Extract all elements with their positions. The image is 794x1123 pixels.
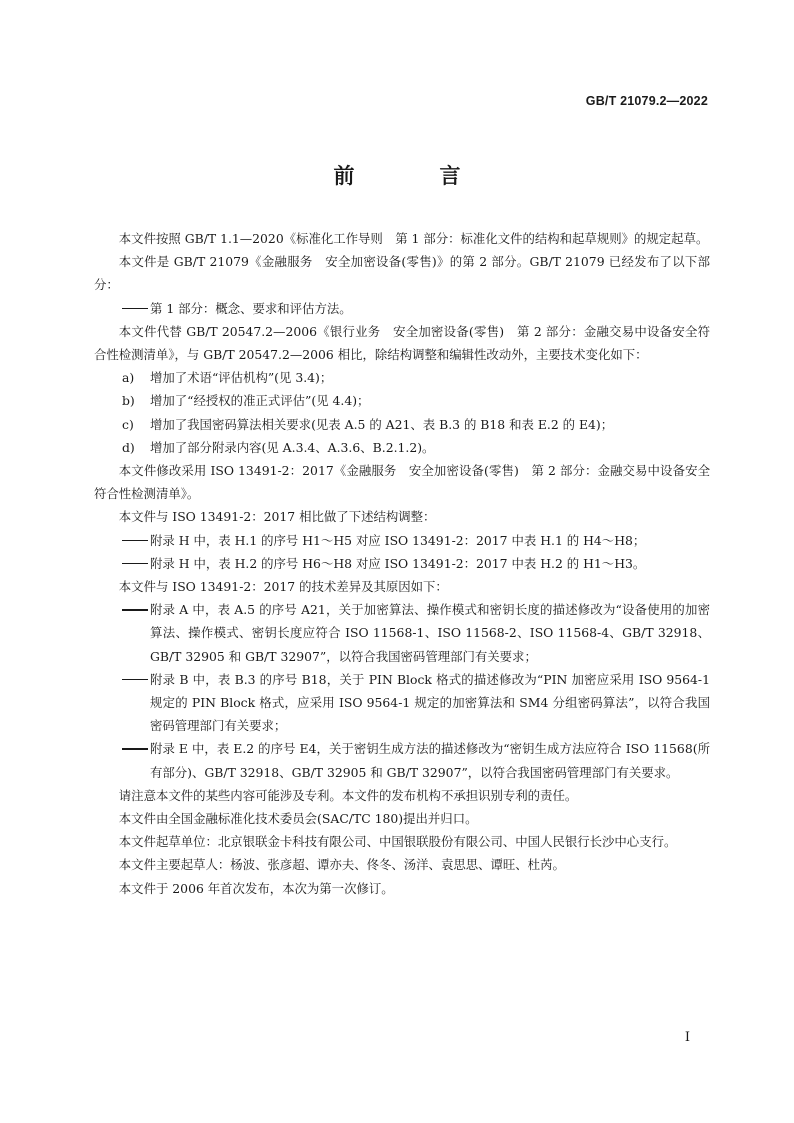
- paragraph: 本文件起草单位：北京银联金卡科技有限公司、中国银联股份有限公司、中国人民银行长沙中心支行。: [118, 834, 677, 850]
- dash-list-item: [94, 737, 710, 783]
- document-body: [94, 227, 710, 900]
- paragraph: 本文件按照 GB/T 1.1—2020《标准化工作导则 第 1 部分：标准化文件的结构和起草规则》的规定起草。: [118, 231, 709, 246]
- dash-list-item: [94, 297, 710, 320]
- dash-list-item: [94, 529, 710, 552]
- paragraph: 请注意本文件的某些内容可能涉及专利。本文件的发布机构不承担识别专利的责任。: [118, 787, 578, 803]
- list-item-text: 增加了“经授权的准正式评估”(见 4.4)；: [150, 393, 370, 409]
- paragraph: 本文件是 GB/T 21079《金融服务 安全加密设备(零售)》的第 2 部分。GB/T 21079 已经发布了以下部分：: [94, 254, 710, 293]
- page-title: 前 言: [333, 164, 493, 188]
- em-dash-mark: [122, 563, 148, 565]
- dash-list-item-text: 附录 A 中，表 A.5 的序号 A21，关于加密算法、操作模式和密钥长度的描述修改为“设备使用的加密算法、操作模式、密钥长度应符合 ISO 11568-1、ISO 11568-2、ISO 11568-4、GB/T 32918、GB/T 32905 和 GB/T 32907”，以符合我国密码管理部门有关要求；: [150, 602, 710, 664]
- list-item-label: d): [122, 439, 135, 455]
- paragraph: 本文件与 ISO 13491-2：2017 的技术差异及其原因如下：: [118, 579, 448, 595]
- dash-list-item-text: 附录 B 中，表 B.3 的序号 B18，关于 PIN Block 格式的描述修改为“PIN 加密应采用 ISO 9564-1 规定的 PIN Block 格式，应采用 ISO 9564-1 规定的加密算法和 SM4 分组密码算法”，以符合我国密码管理部门有关要求；: [150, 671, 710, 734]
- list-item: [94, 413, 710, 436]
- paragraph: 本文件于 2006 年首次发布，本次为第一次修订。: [118, 880, 394, 896]
- list-item-label: c): [122, 416, 134, 432]
- page-number: I: [684, 1030, 690, 1045]
- list-item-text: 增加了我国密码算法相关要求(见表 A.5 的 A21、表 B.3 的 B18 和表 E.2 的 E4)；: [150, 416, 614, 432]
- list-item-text: 增加了部分附录内容(见 A.3.4、A.3.6、B.2.1.2)。: [150, 439, 435, 455]
- em-dash-mark: [122, 679, 148, 681]
- list-item: [94, 436, 710, 459]
- list-item: [94, 389, 710, 412]
- dash-list-item-text: 附录 H 中，表 H.2 的序号 H6～H8 对应 ISO 13491-2：2017 中表 H.2 的 H1～H3。: [150, 555, 646, 571]
- paragraph: 本文件与 ISO 13491-2：2017 相比做了下述结构调整：: [118, 509, 436, 525]
- em-dash-mark: [122, 308, 148, 310]
- dash-list-item: [94, 552, 710, 575]
- list-item-label: a): [122, 370, 135, 386]
- em-dash-mark: [122, 609, 148, 611]
- paragraph: 本文件由全国金融标准化技术委员会(SAC/TC 180)提出并归口。: [118, 811, 478, 827]
- paragraph: 本文件代替 GB/T 20547.2—2006《银行业务 安全加密设备(零售) 第 2 部分：金融交易中设备安全符合性检测清单》，与 GB/T 20547.2—2006 相比，除结构调整和编辑性改动外，主要技术变化如下：: [94, 323, 710, 363]
- paragraph: 本文件修改采用 ISO 13491-2：2017《金融服务 安全加密设备(零售) 第 2 部分：金融交易中设备安全符合性检测清单》。: [94, 463, 710, 502]
- dash-list-item-text: 附录 E 中，表 E.2 的序号 E4，关于密钥生成方法的描述修改为“密钥生成方法应符合 ISO 11568(所有部分)、GB/T 32918、GB/T 32905 和 GB/T 32907”，以符合我国密码管理部门有关要求。: [150, 741, 710, 780]
- list-item-text: 增加了术语“评估机构”(见 3.4)；: [150, 370, 333, 386]
- list-item: [94, 366, 710, 389]
- em-dash-mark: [122, 540, 148, 542]
- paragraph: 本文件主要起草人：杨波、张彦超、谭亦夫、佟冬、汤洋、袁思思、谭旺、杜芮。: [118, 857, 565, 873]
- list-item-label: b): [122, 393, 135, 409]
- dash-list-item-text: 第 1 部分：概念、要求和评估方法。: [150, 300, 352, 316]
- em-dash-mark: [122, 748, 148, 750]
- dash-list-item: [94, 598, 710, 668]
- dash-list-item: [94, 668, 710, 738]
- standard-code: GB/T 21079.2—2022: [585, 94, 708, 108]
- dash-list-item-text: 附录 H 中，表 H.1 的序号 H1～H5 对应 ISO 13491-2：2017 中表 H.1 的 H4～H8；: [150, 532, 646, 548]
